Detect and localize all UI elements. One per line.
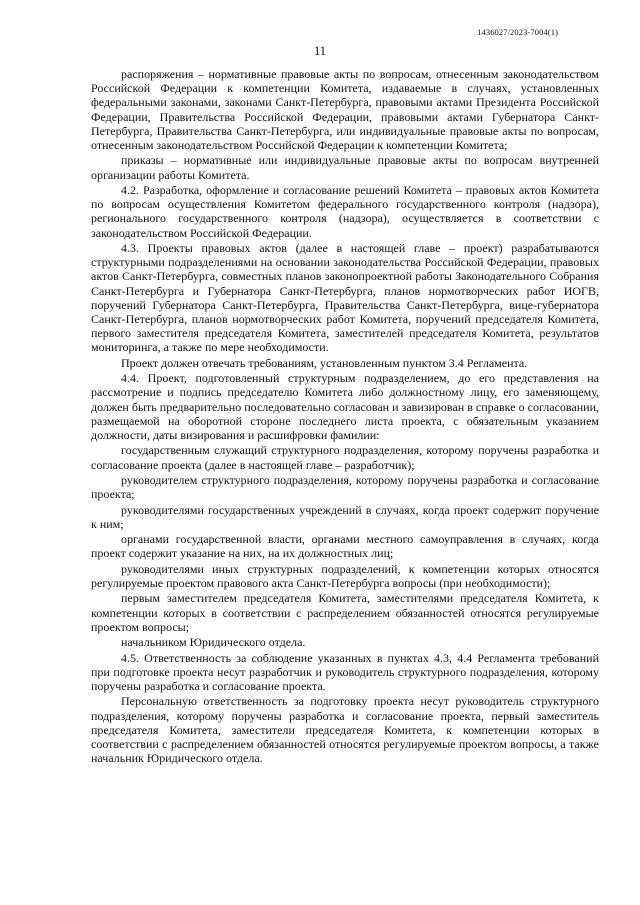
list-item-state-institutions: руководителями государственных учреждений в случаях, когда проект содержит поручение к ним; bbox=[91, 502, 599, 531]
paragraph-project-requirements: Проект должен отвечать требованиям, установленным пунктом 3.4 Регламента. bbox=[121, 355, 528, 370]
paragraph-4-2: 4.2. Разработка, оформление и согласование решений Комитета – правовых актов Комитета по вопросам осуществления Комитетом федерального государственного контроля (надзора), регионального государственного контроля (надзора), осуществляется в соответствии с законодательством Российской Федерации. bbox=[91, 183, 599, 240]
page-number: 11 bbox=[313, 44, 327, 58]
list-item-authorities: органами государственной власти, органами местного самоуправления в случаях, когда проект содержит указание на них, на их должностных лиц; bbox=[91, 532, 599, 561]
document-registration-number: 1436027/2023-7004(1) bbox=[477, 27, 558, 37]
paragraph-personal-responsibility: Персональную ответственность за подготовку проекта несут руководитель структурного подразделения, которому поручены разработка и согласование проекта, первый заместитель председателя Комитета, заместители председателя Комитета, к компетенции которых в соответствии с распределением обязанностей относятся регулируемые проектом вопросы, а также начальник Юридического отдела. bbox=[91, 694, 599, 766]
paragraph-4-3: 4.3. Проекты правовых актов (далее в настоящей главе – проект) разрабатываются структурными подразделениями на основании законодательства Российской Федерации, правовых актов Санкт-Петербурга, совместных планов законопроектной работы Законодательного Собрания Санкт-Петербурга и Губернатора Санкт-Петербурга, планов нормотворческих работ ИОГВ, поручений Губернатора Санкт-Петербурга, Правительства Санкт-Петербурга, вице-губернатора Санкт-Петербурга, планов нормотворческих работ Комитета, поручений председателя Комитета, первого заместителя председателя Комитета, заместителей председателя Комитета, результатов мониторинга, а также по мере необходимости. bbox=[91, 241, 599, 355]
list-item-other-units: руководителями иных структурных подразделений, к компетенции которых относятся регулируемые проектом правового акта Санкт-Петербурга вопросы (при необходимости); bbox=[91, 561, 599, 590]
document-body bbox=[91, 67, 599, 767]
list-item-unit-head: руководителем структурного подразделения, которому поручены разработка и согласование проекта; bbox=[91, 473, 599, 502]
list-item-deputies: первым заместителем председателя Комитета, заместителями председателя Комитета, к компетенции которых в соответствии с распределением обязанностей относятся регулируемые проектом вопросы; bbox=[91, 591, 599, 634]
paragraph-4-4: 4.4. Проект, подготовленный структурным подразделением, до его представления на рассмотрение и подпись председателю Комитета либо должностному лицу, его заменяющему, должен быть предварительно последовательно согласован и завизирован в справке о согласовании, размещаемой на оборотной стороне последнего листа проекта, с обязательным указанием должности, даты визирования и расшифровки фамилии: bbox=[91, 371, 599, 443]
paragraph-prikazy: приказы – нормативные или индивидуальные правовые акты по вопросам внутренней организации работы Комитета. bbox=[91, 153, 599, 182]
list-item-developer: государственным служащий структурного подразделения, которому поручены разработка и согласование проекта (далее в настоящей главе – разработчик); bbox=[91, 443, 599, 472]
paragraph-4-5: 4.5. Ответственность за соблюдение указанных в пунктах 4.3, 4.4 Регламента требований при подготовке проекта несут разработчик и руководитель структурного подразделения, которому поручены разработка и согласование проекта. bbox=[91, 650, 599, 693]
paragraph-rasporyazheniya: распоряжения – нормативные правовые акты по вопросам, отнесенным законодательством Российской Федерации к компетенции Комитета, издаваемые в случаях, установленных федеральными законами, законами Санкт-Петербурга, правовыми актами Президента Российской Федерации, Правительства Российской Федерации, правовыми актами Губернатора Санкт-Петербурга, Правительства Санкт-Петербурга, или индивидуальные правовые акты по вопросам, отнесенным законодательством Российской Федерации к компетенции Комитета; bbox=[91, 67, 599, 153]
list-item-legal-department: начальником Юридического отдела. bbox=[121, 635, 306, 650]
